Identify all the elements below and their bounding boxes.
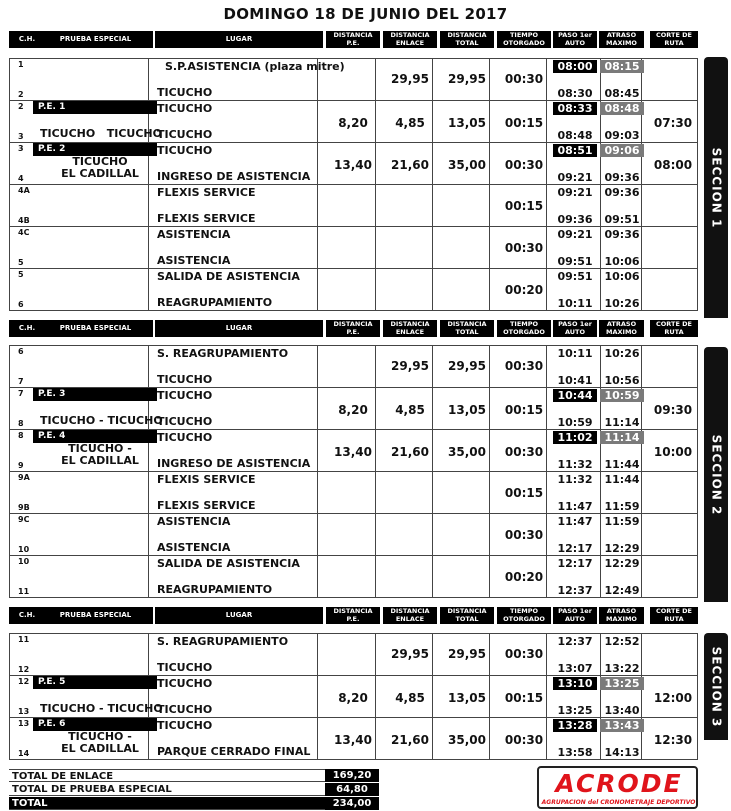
tiempo-value: 00:15 [504, 199, 544, 213]
ch-code-top: 4A [18, 186, 30, 195]
section-table [9, 633, 698, 760]
max-delay-time-bottom: 12:29 [604, 542, 640, 555]
max-delay-time-top: 12:29 [604, 557, 640, 570]
logo-brand: ACRODE [555, 769, 683, 798]
header-dist-pe [326, 607, 380, 624]
header-tiempo [497, 320, 551, 337]
location-top: TICUCHO [157, 431, 213, 444]
location-bottom: TICUCHO [157, 415, 213, 428]
first-car-time-top: 11:32 [557, 473, 593, 486]
location-bottom: TICUCHO [157, 661, 213, 674]
max-delay-time-bottom: 14:13 [604, 746, 640, 759]
first-car-time-bottom: 10:59 [557, 416, 593, 429]
max-delay-time-top: 12:52 [604, 635, 640, 648]
dist-pe-value: 13,40 [334, 445, 372, 459]
location-top: ASISTENCIA [157, 515, 231, 528]
first-car-time-top: 13:10 [553, 677, 597, 690]
max-delay-time-top: 13:25 [600, 677, 644, 690]
special-stage-badge: P.E. 6 [33, 718, 157, 731]
dist-pe-value: 8,20 [338, 403, 368, 417]
dist-total-value: 35,00 [448, 733, 486, 747]
header-dist-enlace-line: DISTANCIA [390, 607, 430, 615]
header-corte-line: RUTA [664, 38, 684, 47]
location-bottom: TICUCHO [157, 86, 213, 99]
section-table [9, 58, 698, 311]
first-car-time-bottom: 09:51 [557, 255, 593, 268]
header-atraso-line: ATRASO [606, 31, 637, 39]
ch-code-top: 2 [18, 102, 24, 111]
max-delay-time-top: 11:44 [604, 473, 640, 486]
location-top: SALIDA DE ASISTENCIA [157, 270, 300, 283]
header-corte [650, 31, 698, 48]
special-stage-badge: P.E. 4 [33, 430, 157, 443]
dist-total-value: 13,05 [448, 403, 486, 417]
first-car-time-bottom: 08:30 [557, 87, 593, 100]
ch-code-bottom: 5 [18, 258, 24, 267]
ch-code-bottom: 14 [18, 749, 30, 758]
header-paso-line: PASO 1er [558, 320, 592, 328]
ch-code-top: 7 [18, 389, 24, 398]
header-dist-enlace [383, 320, 437, 337]
ch-code-top: 5 [18, 270, 24, 279]
first-car-time-bottom: 13:58 [557, 746, 593, 759]
tiempo-value: 00:20 [504, 570, 544, 584]
ch-code-top: 12 [18, 677, 30, 686]
header-dist-total-line: DISTANCIA [447, 320, 487, 328]
special-stage-badge: P.E. 1 [33, 101, 157, 114]
table-row [10, 143, 697, 185]
dist-enlace-value: 21,60 [391, 445, 429, 459]
header-atraso-line: MAXIMO [606, 614, 637, 623]
header-tiempo-line: OTORGADO [503, 614, 545, 623]
dist-pe-value: 13,40 [334, 733, 372, 747]
location-bottom: TICUCHO [157, 703, 213, 716]
page-title: DOMINGO 18 DE JUNIO DEL 2017 [223, 5, 508, 23]
dist-total-value: 35,00 [448, 445, 486, 459]
first-car-time-top: 13:28 [553, 719, 597, 732]
tiempo-value: 00:30 [504, 445, 544, 459]
ch-code-top: 1 [18, 60, 24, 69]
header-dist-enlace-line: DISTANCIA [390, 320, 430, 328]
table-row [10, 227, 697, 269]
max-delay-time-top: 08:48 [600, 102, 644, 115]
header-dist-pe-line: DISTANCIA [333, 320, 373, 328]
ch-code-bottom: 2 [18, 90, 24, 99]
dist-enlace-value: 4,85 [395, 691, 425, 705]
header-atraso-line: ATRASO [606, 607, 637, 615]
route-cut-time: 09:30 [653, 403, 693, 417]
special-stage-route: TICUCHO TICUCHO [40, 127, 162, 140]
header-prueba: PRUEBA ESPECIAL [38, 31, 153, 48]
tiempo-value: 00:30 [504, 359, 544, 373]
header-corte [650, 320, 698, 337]
location-top: S. REAGRUPAMIENTO [157, 347, 289, 360]
first-car-time-top: 09:51 [557, 270, 593, 283]
header-dist-total-line: DISTANCIA [447, 607, 487, 615]
max-delay-time-top: 11:59 [604, 515, 640, 528]
table-row [10, 388, 697, 430]
header-tiempo [497, 607, 551, 624]
table-row [10, 430, 697, 472]
header-paso-line: AUTO [564, 38, 586, 47]
dist-enlace-value: 29,95 [391, 72, 429, 86]
first-car-time-top: 12:17 [557, 557, 593, 570]
first-car-time-top: 08:33 [553, 102, 597, 115]
table-row [10, 676, 697, 718]
table-row [10, 472, 697, 514]
tiempo-value: 00:30 [504, 72, 544, 86]
ch-code-bottom: 4B [18, 216, 30, 225]
max-delay-time-bottom: 12:49 [604, 584, 640, 597]
ch-code-top: 6 [18, 347, 24, 356]
total-label: TOTAL [9, 797, 325, 810]
total-value: 64,80 [325, 783, 379, 796]
first-car-time-bottom: 10:11 [557, 297, 593, 310]
dist-total-value: 13,05 [448, 116, 486, 130]
first-car-time-bottom: 13:07 [557, 662, 593, 675]
ch-code-top: 3 [18, 144, 24, 153]
section-label: SECCION 2 [709, 434, 724, 515]
route-cut-time: 07:30 [653, 116, 693, 130]
first-car-time-top: 08:51 [553, 144, 597, 157]
route-cut-time: 08:00 [653, 158, 693, 172]
table-row [10, 634, 697, 676]
header-paso-line: AUTO [564, 327, 586, 336]
dist-total-value: 29,95 [448, 359, 486, 373]
max-delay-time-bottom: 09:36 [604, 171, 640, 184]
header-tiempo-line: TIEMPO [509, 607, 539, 615]
max-delay-time-bottom: 11:59 [604, 500, 640, 513]
section-label: SECCION 3 [709, 646, 724, 727]
tiempo-value: 00:30 [504, 733, 544, 747]
header-atraso [599, 607, 644, 624]
header-dist-total-line: DISTANCIA [447, 31, 487, 39]
first-car-time-bottom: 11:47 [557, 500, 593, 513]
location-top: TICUCHO [157, 389, 213, 402]
header-dist-total [440, 320, 494, 337]
special-stage-badge: P.E. 3 [33, 388, 157, 401]
header-lugar: LUGAR [155, 31, 323, 48]
dist-pe-value: 13,40 [334, 158, 372, 172]
route-cut-time: 12:00 [653, 691, 693, 705]
first-car-time-top: 08:00 [553, 60, 597, 73]
ch-code-bottom: 11 [18, 587, 30, 596]
header-dist-enlace-line: DISTANCIA [390, 31, 430, 39]
header-prueba: PRUEBA ESPECIAL [38, 320, 153, 337]
first-car-time-bottom: 08:48 [557, 129, 593, 142]
header-atraso-line: ATRASO [606, 320, 637, 328]
header-paso [553, 31, 597, 48]
max-delay-time-bottom: 09:03 [604, 129, 640, 142]
location-bottom: TICUCHO [157, 128, 213, 141]
header-lugar: LUGAR [155, 320, 323, 337]
max-delay-time-bottom: 10:06 [604, 255, 640, 268]
acrode-logo [537, 766, 698, 809]
table-row [10, 346, 697, 388]
tiempo-value: 00:20 [504, 283, 544, 297]
header-corte-line: CORTE DE [656, 320, 692, 328]
total-label: TOTAL DE PRUEBA ESPECIAL [9, 783, 325, 796]
location-bottom: REAGRUPAMIENTO [157, 296, 273, 309]
table-row [10, 556, 697, 598]
table-row [10, 101, 697, 143]
dist-enlace-value: 29,95 [391, 647, 429, 661]
location-bottom: REAGRUPAMIENTO [157, 583, 273, 596]
ch-code-bottom: 10 [18, 545, 30, 554]
max-delay-time-bottom: 13:22 [604, 662, 640, 675]
header-paso [553, 320, 597, 337]
first-car-time-bottom: 11:32 [557, 458, 593, 471]
total-label: TOTAL DE ENLACE [9, 769, 325, 782]
ch-code-bottom: 9 [18, 461, 24, 470]
table-row [10, 185, 697, 227]
tiempo-value: 00:30 [504, 647, 544, 661]
header-dist-enlace-line: ENLACE [395, 38, 425, 47]
header-dist-pe-line: DISTANCIA [333, 607, 373, 615]
location-top: S. REAGRUPAMIENTO [157, 635, 289, 648]
special-stage-badge: P.E. 5 [33, 676, 157, 689]
header-paso-line: AUTO [564, 614, 586, 623]
header-atraso-line: MAXIMO [606, 327, 637, 336]
dist-pe-value: 8,20 [338, 116, 368, 130]
tiempo-value: 00:30 [504, 158, 544, 172]
special-stage-route: TICUCHO - EL CADILLAL [61, 730, 139, 755]
first-car-time-bottom: 09:36 [557, 213, 593, 226]
table-row [10, 718, 697, 760]
header-dist-enlace-line: ENLACE [395, 327, 425, 336]
location-top: TICUCHO [157, 719, 213, 732]
location-top: FLEXIS SERVICE [157, 473, 256, 486]
header-tiempo-line: TIEMPO [509, 320, 539, 328]
dist-enlace-value: 4,85 [395, 403, 425, 417]
tiempo-value: 00:30 [504, 528, 544, 542]
max-delay-time-top: 11:14 [600, 431, 644, 444]
ch-code-top: 8 [18, 431, 24, 440]
max-delay-time-bottom: 10:26 [604, 297, 640, 310]
ch-code-bottom: 12 [18, 665, 30, 674]
header-ch: C.H. [9, 31, 45, 48]
header-atraso-line: MAXIMO [606, 38, 637, 47]
first-car-time-bottom: 12:17 [557, 542, 593, 555]
location-bottom: FLEXIS SERVICE [157, 499, 256, 512]
ch-code-bottom: 7 [18, 377, 24, 386]
route-cut-time: 12:30 [653, 733, 693, 747]
dist-total-value: 29,95 [448, 647, 486, 661]
header-dist-enlace [383, 31, 437, 48]
header-ch: C.H. [9, 320, 45, 337]
max-delay-time-top: 10:26 [604, 347, 640, 360]
location-top: TICUCHO [157, 144, 213, 157]
location-bottom: INGRESO DE ASISTENCIA [157, 457, 311, 470]
location-bottom: ASISTENCIA [157, 254, 231, 267]
max-delay-time-top: 09:36 [604, 186, 640, 199]
max-delay-time-top: 13:43 [600, 719, 644, 732]
dist-pe-value: 8,20 [338, 691, 368, 705]
header-paso-line: PASO 1er [558, 607, 592, 615]
header-corte-line: CORTE DE [656, 31, 692, 39]
section-tab [704, 633, 728, 740]
tiempo-value: 00:15 [504, 486, 544, 500]
header-paso [553, 607, 597, 624]
dist-total-value: 35,00 [448, 158, 486, 172]
first-car-time-top: 12:37 [557, 635, 593, 648]
header-dist-total-line: TOTAL [455, 327, 479, 336]
max-delay-time-bottom: 10:56 [604, 374, 640, 387]
tiempo-value: 00:15 [504, 116, 544, 130]
total-value: 169,20 [325, 769, 379, 782]
table-row [10, 514, 697, 556]
max-delay-time-bottom: 13:40 [604, 704, 640, 717]
header-corte-line: RUTA [664, 327, 684, 336]
header-paso-line: PASO 1er [558, 31, 592, 39]
section-tab [704, 347, 728, 602]
first-car-time-top: 09:21 [557, 186, 593, 199]
first-car-time-top: 10:11 [557, 347, 593, 360]
dist-enlace-value: 29,95 [391, 359, 429, 373]
header-dist-total-line: TOTAL [455, 38, 479, 47]
first-car-time-top: 10:44 [553, 389, 597, 402]
section-table [9, 345, 698, 598]
location-bottom: INGRESO DE ASISTENCIA [157, 170, 311, 183]
header-dist-pe [326, 31, 380, 48]
ch-code-top: 10 [18, 557, 30, 566]
location-top: SALIDA DE ASISTENCIA [157, 557, 300, 570]
first-car-time-bottom: 09:21 [557, 171, 593, 184]
max-delay-time-bottom: 11:44 [604, 458, 640, 471]
header-lugar: LUGAR [155, 607, 323, 624]
dist-enlace-value: 4,85 [395, 116, 425, 130]
header-atraso [599, 320, 644, 337]
header-tiempo [497, 31, 551, 48]
header-prueba: PRUEBA ESPECIAL [38, 607, 153, 624]
header-dist-pe-line: P.E. [346, 614, 360, 623]
header-dist-pe-line: P.E. [346, 38, 360, 47]
dist-enlace-value: 21,60 [391, 733, 429, 747]
header-corte-line: RUTA [664, 614, 684, 623]
total-value: 234,00 [325, 797, 379, 810]
special-stage-route: TICUCHO - TICUCHO [40, 414, 163, 427]
header-dist-enlace [383, 607, 437, 624]
dist-enlace-value: 21,60 [391, 158, 429, 172]
header-dist-total [440, 607, 494, 624]
max-delay-time-bottom: 09:51 [604, 213, 640, 226]
first-car-time-top: 11:02 [553, 431, 597, 444]
header-tiempo-line: OTORGADO [503, 38, 545, 47]
max-delay-time-top: 09:06 [600, 144, 644, 157]
first-car-time-bottom: 13:25 [557, 704, 593, 717]
special-stage-route: TICUCHO EL CADILLAL [61, 155, 139, 180]
ch-code-bottom: 6 [18, 300, 24, 309]
location-top: TICUCHO [157, 102, 213, 115]
first-car-time-bottom: 10:41 [557, 374, 593, 387]
logo-subtitle: AGRUPACION del CRONOMETRAJE DEPORTIVO [541, 799, 696, 806]
max-delay-time-bottom: 08:45 [604, 87, 640, 100]
header-dist-total [440, 31, 494, 48]
location-top: FLEXIS SERVICE [157, 186, 256, 199]
max-delay-time-top: 08:15 [600, 60, 644, 73]
section-label: SECCION 1 [709, 147, 724, 228]
first-car-time-bottom: 12:37 [557, 584, 593, 597]
location-bottom: PARQUE CERRADO FINAL [157, 745, 311, 758]
location-top: S.P.ASISTENCIA (plaza mitre) [165, 60, 345, 73]
header-dist-pe-line: P.E. [346, 327, 360, 336]
tiempo-value: 00:30 [504, 241, 544, 255]
special-stage-route: TICUCHO - EL CADILLAL [61, 442, 139, 467]
max-delay-time-bottom: 11:14 [604, 416, 640, 429]
ch-code-bottom: 4 [18, 174, 24, 183]
route-cut-time: 10:00 [653, 445, 693, 459]
max-delay-time-top: 09:36 [604, 228, 640, 241]
header-corte [650, 607, 698, 624]
special-stage-route: TICUCHO - TICUCHO [40, 702, 163, 715]
ch-code-bottom: 9B [18, 503, 30, 512]
header-atraso [599, 31, 644, 48]
ch-code-top: 4C [18, 228, 30, 237]
section-tab [704, 57, 728, 318]
header-dist-total-line: TOTAL [455, 614, 479, 623]
ch-code-top: 9C [18, 515, 30, 524]
header-dist-pe [326, 320, 380, 337]
location-bottom: FLEXIS SERVICE [157, 212, 256, 225]
table-row [10, 59, 697, 101]
header-dist-pe-line: DISTANCIA [333, 31, 373, 39]
tiempo-value: 00:15 [504, 403, 544, 417]
max-delay-time-top: 10:06 [604, 270, 640, 283]
ch-code-top: 9A [18, 473, 30, 482]
location-top: ASISTENCIA [157, 228, 231, 241]
tiempo-value: 00:15 [504, 691, 544, 705]
ch-code-bottom: 3 [18, 132, 24, 141]
dist-total-value: 29,95 [448, 72, 486, 86]
location-top: TICUCHO [157, 677, 213, 690]
ch-code-bottom: 13 [18, 707, 30, 716]
dist-total-value: 13,05 [448, 691, 486, 705]
header-dist-enlace-line: ENLACE [395, 614, 425, 623]
header-tiempo-line: OTORGADO [503, 327, 545, 336]
location-bottom: TICUCHO [157, 373, 213, 386]
table-row [10, 269, 697, 311]
location-bottom: ASISTENCIA [157, 541, 231, 554]
header-tiempo-line: TIEMPO [509, 31, 539, 39]
special-stage-badge: P.E. 2 [33, 143, 157, 156]
header-corte-line: CORTE DE [656, 607, 692, 615]
header-ch: C.H. [9, 607, 45, 624]
ch-code-bottom: 8 [18, 419, 24, 428]
ch-code-top: 13 [18, 719, 30, 728]
ch-code-top: 11 [18, 635, 30, 644]
first-car-time-top: 09:21 [557, 228, 593, 241]
first-car-time-top: 11:47 [557, 515, 593, 528]
max-delay-time-top: 10:59 [600, 389, 644, 402]
